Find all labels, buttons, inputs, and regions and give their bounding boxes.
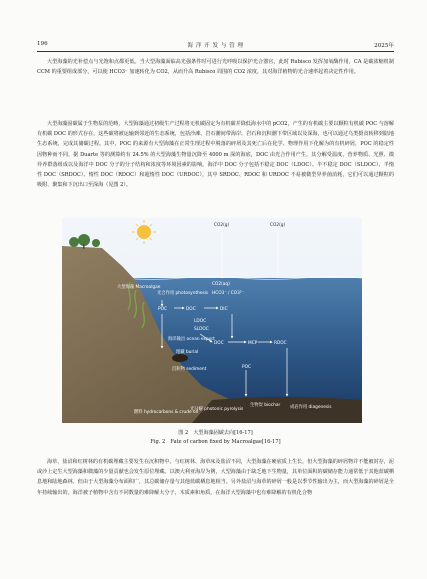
paragraph-2-text: 大型海藻固碳属于生物泵的范畴，大型海藻通过初级生产过程将无机碳固定为有机碳并降低海水中的 pCO2，产生的有机碳主要以颗粒有机碳 POC 与溶解有机碳 DOC 的形式存在，这些碳将被运输到邻近的生态系统，包括沙滩、岩石潮间带海岸、岩石和沉积潮下带区域以及深海，也可以通过乌类摄食转移到陆地生态系统，完成其储碳过程。其中，POC 的来源有大型海藻在正常生理过程中脱落的碎屑及其死亡后在化学、物理作用下化解为的有机碎屑，POC 的稳定性因物种而不同。据 Duarte 等的测算约有 24.5% 的大型海藻生物量沉降至 4000 m 深的海底，DOC 由光合作用产生，其分解受温度、营养物质、光照、微异养群落组成以及海洋中 DOC 分子的分子结构和浓度等环境因素的影响。海洋中 DOC 分子包括不稳定 DOC（LDOC）、半不稳定 DOC（SLDOC）、半惰性 DOC（SRDOC）、惰性 DOC（RDOC）和超惰性 DOC（URDOC），其中 SRDOC、RDOC 和 URDOC 不易被微型异养菌消耗，它们可以通过颗粒的吸附、聚集和下沉出口至深海（见图 2）。 — [37, 121, 394, 189]
ocean-export-label: 海洋输出 ocean export — [168, 337, 215, 342]
diagenesis-label: 成岩作用 diagenesis — [290, 405, 332, 410]
macroalgae-label: 大型海藻 Macroalgae — [117, 285, 161, 290]
journal-title: 海 洋 开 发 与 管 理 — [187, 43, 244, 49]
dic-label: DIC — [220, 307, 228, 312]
mcp-label: MCP — [248, 341, 258, 346]
biochar-label: 生物炭 biochar — [250, 403, 281, 408]
header-rule — [37, 51, 394, 52]
sediment-label: 沉积物 sediment — [172, 367, 207, 372]
running-header — [37, 41, 394, 51]
burial-label: 埋藏 burial — [176, 350, 199, 355]
photosynthesis-label: 光合作用 photosynthesis — [157, 291, 209, 296]
hco3-label: HCO3⁻ / CO3²⁻ — [212, 291, 244, 296]
paragraph-1 — [37, 57, 394, 77]
figure-caption-cn: 图 2 大型海藻固碳去向[16-17] — [178, 430, 253, 436]
paragraph-3-text: 海草、盐沼和红树林的有机碳埋藏主要发生在沉积物中。与红树林、海草床及盐沼不同，大型海藻在硬底质上生长，但大型海藻的碎屑物并不能被封存，泥或沙上定生大型海藻和微藻的少量贡献也会发生原位埋藏。以澳大利亚海岸为例，大型海藻由于缺乏地下生物量，其单位面积的碳储存能力通常低于其他蓝碳栖息地和陆地森林，但由于大型海藻分布面积广，其总碳储存量与其他蓝碳栖息地相当。另外盐沼与海草的碎屑一般是以季节性输出为主，而大型海藻的碎屑是全年持续输出的。海洋被子植物中含有不同数量的难降解大分子，木质素和角质，在海洋大型海藻中也有难降解的有机化合物 — [37, 459, 394, 496]
paragraph-3 — [37, 457, 394, 498]
poc-label-2: POC — [242, 365, 251, 370]
doc-label-1: DOC — [186, 307, 196, 312]
paragraph-2 — [37, 119, 394, 190]
rdoc-label: RDOC — [274, 341, 287, 346]
co2-label-b: CO2(g) — [270, 223, 286, 228]
burial-icon — [172, 354, 188, 362]
hydrocarbons-label: 燃料 hydrocarbons & crude oil — [134, 410, 199, 415]
figure-illustration — [62, 218, 362, 423]
ldoc-label: LDOC — [194, 319, 207, 324]
sldoc-label: SLDOC — [194, 327, 209, 332]
photonic-label: 光分解 photonic pyrolysis — [190, 407, 244, 412]
co2-aq-label: CO2(aq) — [212, 282, 230, 287]
paragraph-1-text: 大型海藻的光补偿点与光饱和点都更低。当大型海藻面临高光强条件时可进行光呼吸以保护光合器官，此时 Rubisco 发挥加氧酶作用，CA 是碳浓缩机制 CCM 的重要组成部分，可以使 HCO3⁻ 加速转化为 CO2，从而升高 Rubisco 周围的 CO2 浓度，其对海洋植物的光合速率起着决定性作用。 — [37, 59, 394, 76]
year-label: 2025年 — [374, 43, 394, 49]
sun-icon — [137, 225, 151, 239]
figure-carbon-fate — [62, 218, 362, 423]
poc-label-1: POC — [158, 307, 167, 312]
co2-label-a: CO2(g) — [214, 223, 230, 228]
page-number: 196 — [37, 41, 48, 47]
doc-label-2: DOC — [214, 341, 224, 346]
figure-caption-en: Fig. 2 Fate of carbon fixed by Macroalgae[16-17] — [150, 439, 281, 445]
